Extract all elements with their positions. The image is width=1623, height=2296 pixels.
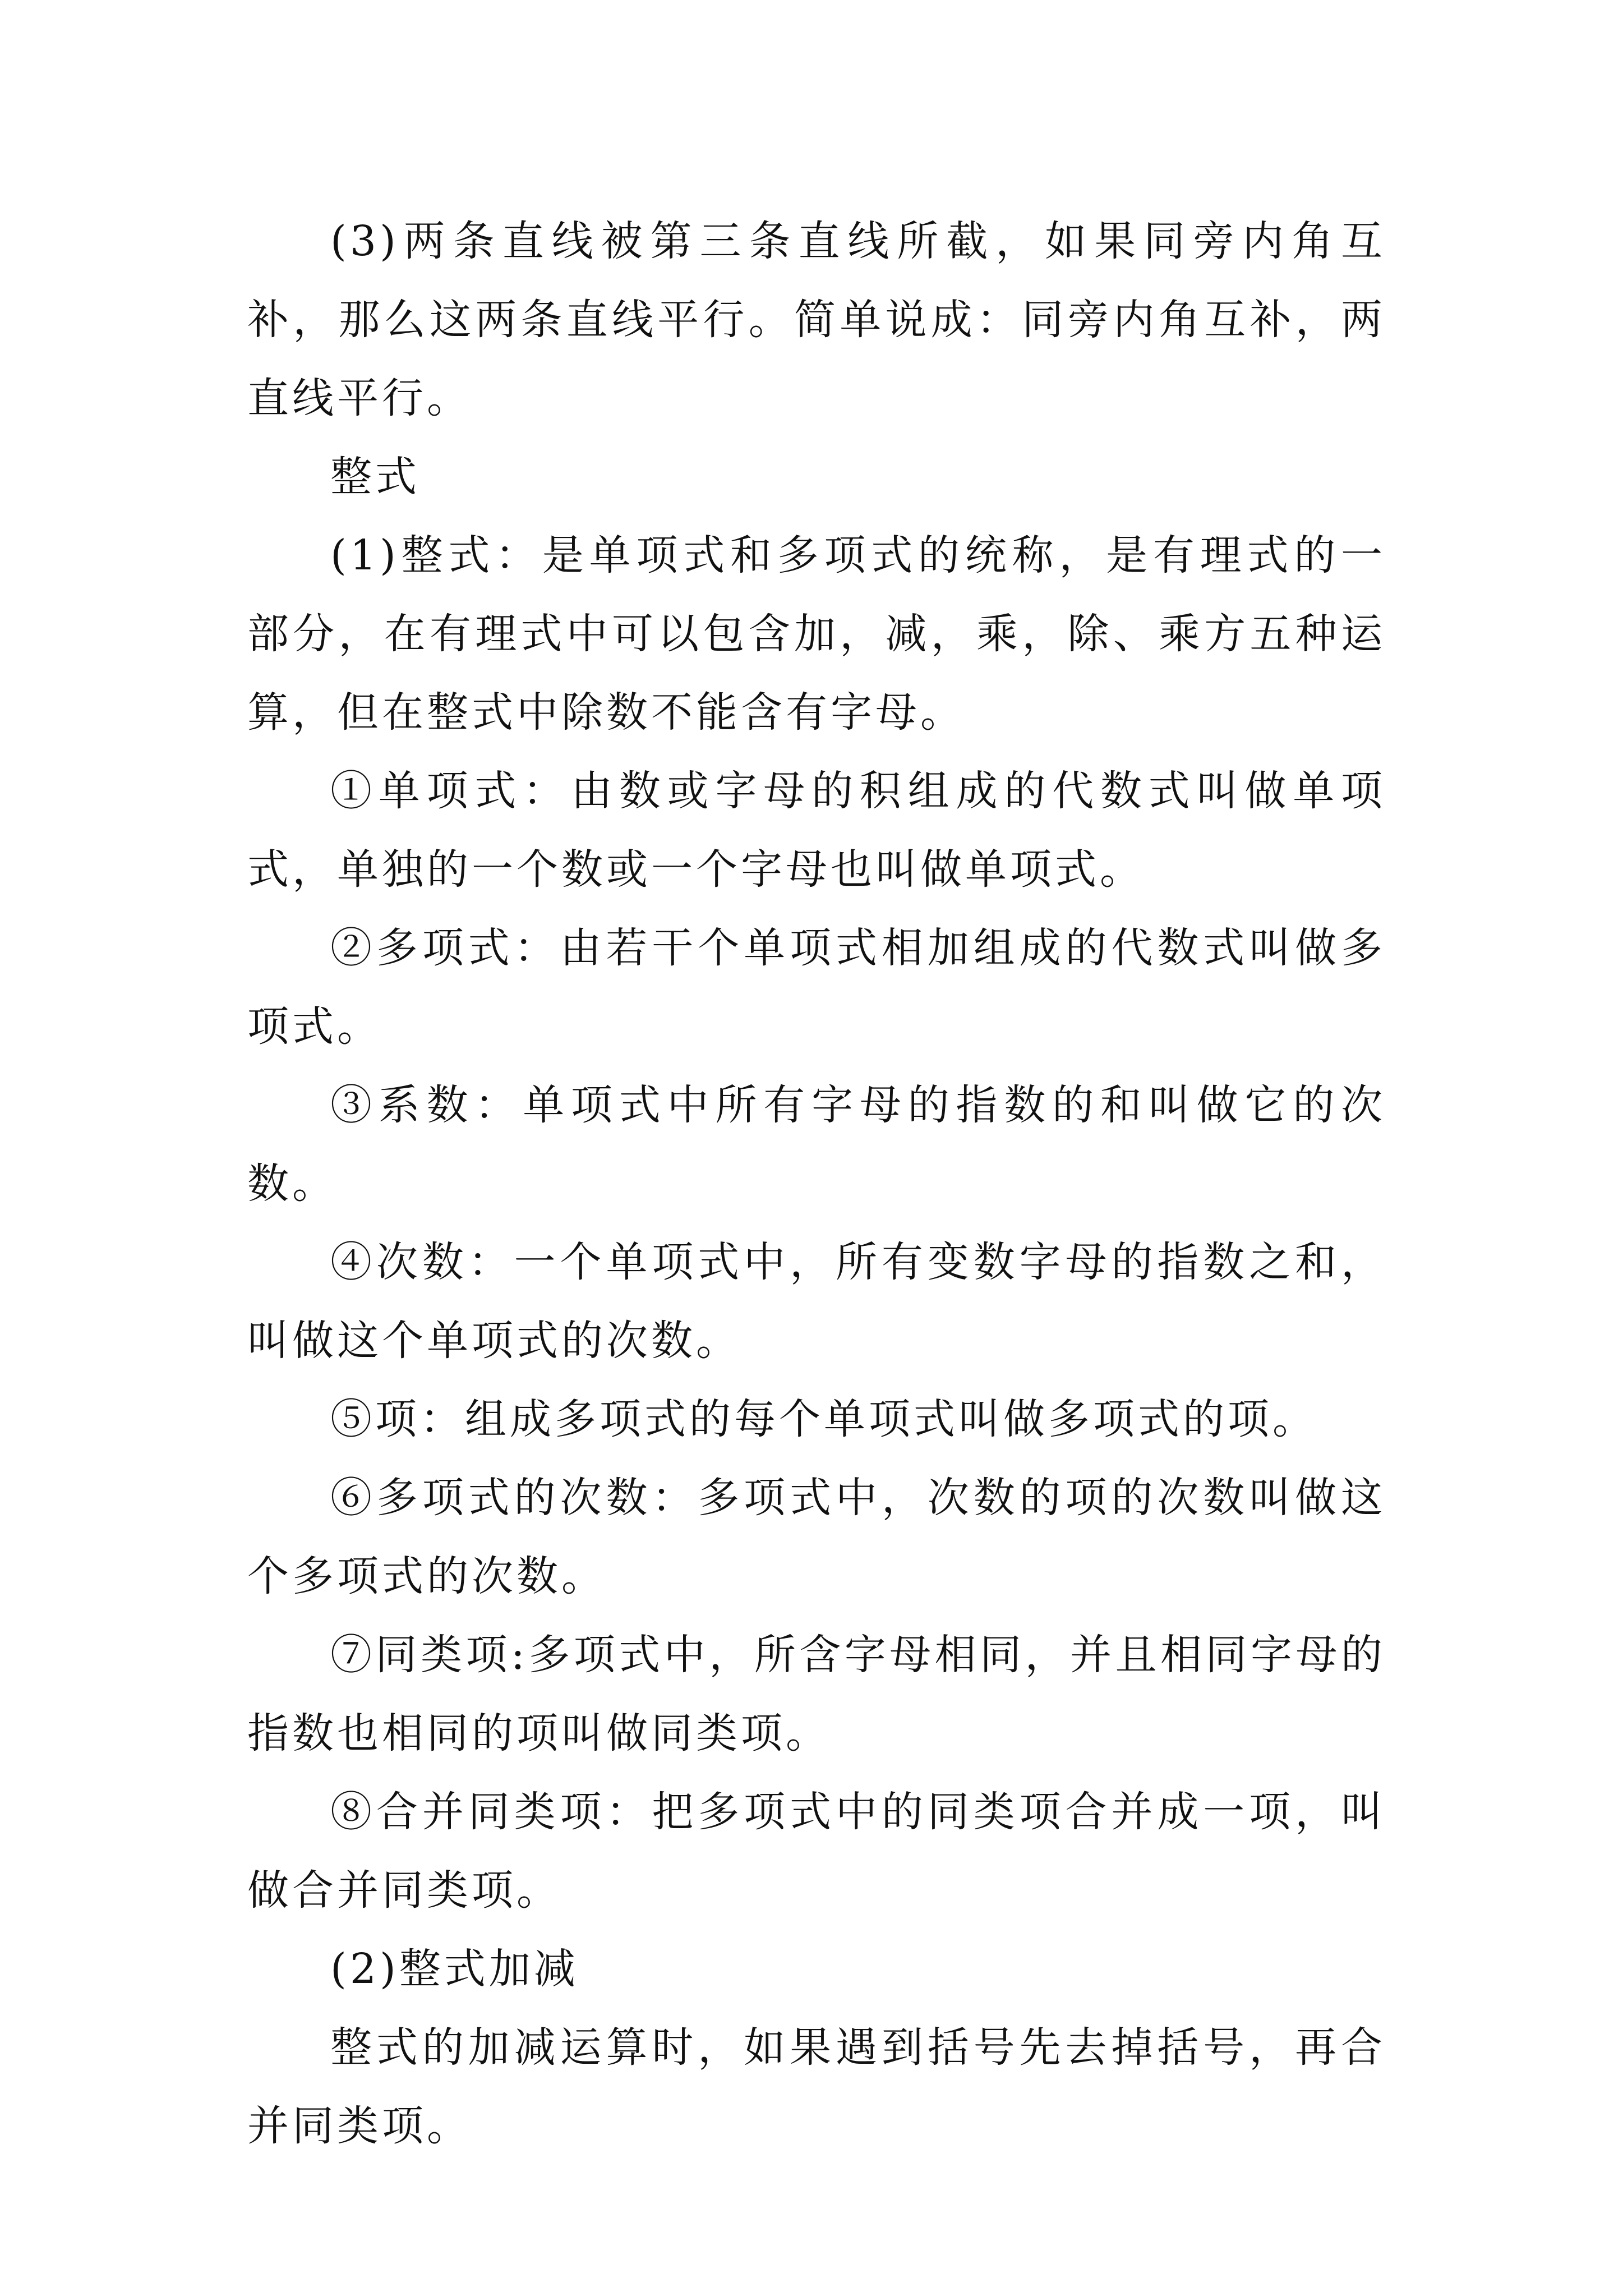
paragraph-degree: ④次数：一个单项式中，所有变数字母的指数之和，叫做这个单项式的次数。: [247, 1238, 1386, 1365]
heading-polynomial: 整式: [330, 453, 420, 501]
heading-addition-subtraction: (2)整式加减: [330, 1945, 579, 1993]
paragraph-addition-subtraction-rule: 整式的加减运算时，如果遇到括号先去掉括号，再合并同类项。: [247, 2023, 1386, 2150]
paragraph-coefficient: ③系数：单项式中所有字母的指数的和叫做它的次数。: [247, 1081, 1386, 1208]
paragraph-term: ⑤项：组成多项式的每个单项式叫做多项式的项。: [330, 1395, 1317, 1443]
paragraph-parallel-rule-3: (3)两条直线被第三条直线所截，如果同旁内角互补，那么这两条直线平行。简单说成：同旁内角互补，两直线平行。: [247, 217, 1386, 422]
paragraph-polynomial-degree: ⑥多项式的次数：多项式中，次数的项的次数叫做这个多项式的次数。: [247, 1474, 1386, 1600]
paragraph-polynomial-definition: (1)整式：是单项式和多项式的统称，是有理式的一部分，在有理式中可以包含加，减，乘，除、乘方五种运算，但在整式中除数不能含有字母。: [247, 531, 1386, 737]
document-body: [247, 202, 1386, 2165]
paragraph-monomial: ①单项式：由数或字母的积组成的代数式叫做单项式，单独的一个数或一个字母也叫做单项式。: [247, 767, 1386, 894]
paragraph-like-terms: ⑦同类项:多项式中，所含字母相同，并且相同字母的指数也相同的项叫做同类项。: [247, 1631, 1386, 1757]
paragraph-multinomial: ②多项式：由若干个单项式相加组成的代数式叫做多项式。: [247, 924, 1386, 1051]
paragraph-combine-like-terms: ⑧合并同类项：把多项式中的同类项合并成一项，叫做合并同类项。: [247, 1788, 1386, 1915]
